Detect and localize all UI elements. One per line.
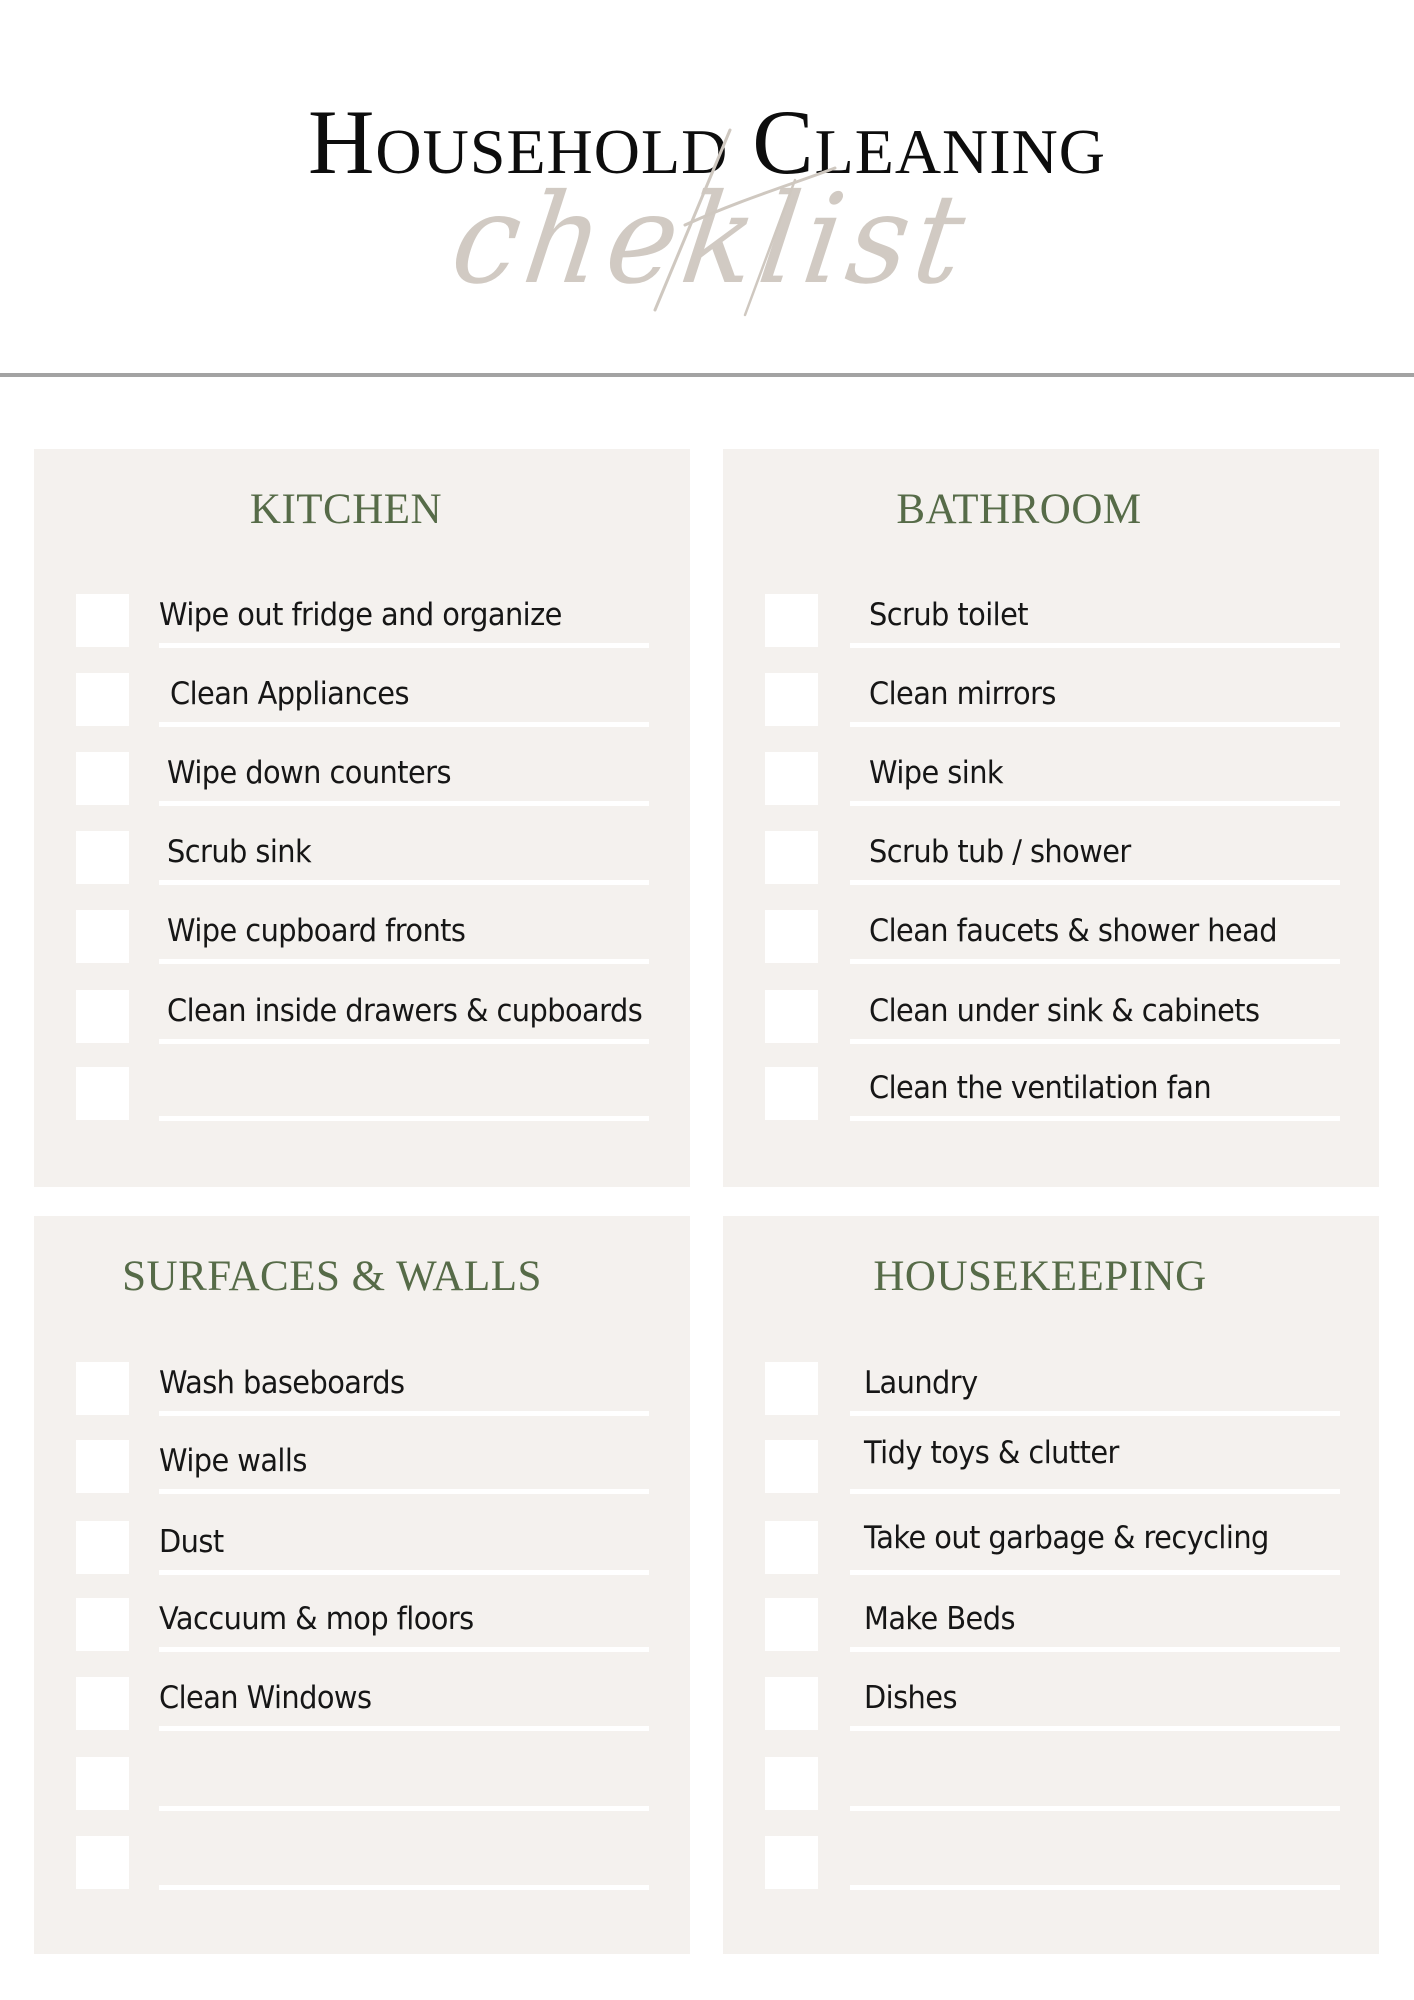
- write-line[interactable]: [159, 880, 649, 885]
- checkbox[interactable]: [765, 831, 818, 884]
- write-line[interactable]: [159, 1411, 649, 1416]
- item-label: Wipe walls: [159, 1443, 307, 1479]
- checklist-row: [34, 1836, 690, 1915]
- page-title: Household Cleaning: [307, 91, 1107, 193]
- item-label: Wipe cupboard fronts: [167, 913, 466, 949]
- checkbox[interactable]: [76, 1677, 129, 1730]
- checkbox[interactable]: [765, 1836, 818, 1889]
- write-line[interactable]: [159, 1570, 649, 1575]
- section-heading: BATHROOM: [896, 486, 1142, 533]
- checkbox[interactable]: [76, 1440, 129, 1493]
- checkbox[interactable]: [765, 990, 818, 1043]
- item-label: Clean the ventilation fan: [869, 1070, 1212, 1106]
- checkbox[interactable]: [765, 1067, 818, 1120]
- checklist-row: [723, 1435, 1379, 1519]
- write-line[interactable]: [850, 1116, 1340, 1121]
- item-label: Tidy toys & clutter: [864, 1435, 1119, 1471]
- checklist-row: [34, 673, 690, 752]
- item-label: Vaccuum & mop floors: [159, 1601, 474, 1637]
- checkbox[interactable]: [765, 910, 818, 963]
- checklist-row: [34, 990, 690, 1069]
- write-line[interactable]: [159, 1116, 649, 1121]
- checkbox[interactable]: [76, 752, 129, 805]
- item-label: Wipe sink: [869, 755, 1004, 791]
- section-heading: HOUSEKEEPING: [873, 1253, 1207, 1300]
- checklist-row: [723, 1521, 1379, 1600]
- write-line[interactable]: [159, 1489, 649, 1494]
- item-label: Scrub tub / shower: [869, 834, 1131, 870]
- checkbox[interactable]: [765, 1521, 818, 1574]
- write-line[interactable]: [850, 1647, 1340, 1652]
- item-label: Laundry: [864, 1365, 978, 1401]
- checkbox[interactable]: [76, 1836, 129, 1889]
- item-label: Clean faucets & shower head: [869, 913, 1277, 949]
- checklist-row: [723, 1677, 1379, 1756]
- write-line[interactable]: [850, 880, 1340, 885]
- write-line[interactable]: [850, 1885, 1340, 1890]
- write-line[interactable]: [159, 959, 649, 964]
- item-label: Clean Windows: [159, 1680, 372, 1716]
- script-subtitle-wrap: [440, 120, 980, 320]
- item-label: Clean under sink & cabinets: [869, 993, 1260, 1029]
- write-line[interactable]: [850, 643, 1340, 648]
- item-label: Scrub sink: [167, 834, 312, 870]
- section-heading: SURFACES & WALLS: [122, 1253, 542, 1300]
- checklist-row: [34, 1067, 690, 1146]
- write-line[interactable]: [159, 1726, 649, 1731]
- checkbox[interactable]: [765, 594, 818, 647]
- checkbox[interactable]: [765, 1440, 818, 1493]
- checklist-row: [34, 1677, 690, 1756]
- write-line[interactable]: [850, 1726, 1340, 1731]
- checklist-row: [723, 1598, 1379, 1677]
- item-label: Make Beds: [864, 1601, 1015, 1637]
- item-label: Wipe out fridge and organize: [159, 597, 562, 633]
- checklist-row: [34, 910, 690, 989]
- checklist-row: [723, 1067, 1379, 1146]
- checkbox[interactable]: [765, 752, 818, 805]
- write-line[interactable]: [159, 643, 649, 648]
- item-label: Wipe down counters: [167, 755, 451, 791]
- item-label: Scrub toilet: [869, 597, 1029, 633]
- checklist-row: [723, 1362, 1379, 1441]
- item-label: Clean Appliances: [170, 676, 409, 712]
- write-line[interactable]: [850, 1806, 1340, 1811]
- write-line[interactable]: [159, 801, 649, 806]
- item-label: Wash baseboards: [159, 1365, 405, 1401]
- header-divider: [0, 373, 1414, 377]
- item-label: Dust: [159, 1524, 224, 1560]
- checklist-row: [723, 1757, 1379, 1836]
- checkbox[interactable]: [76, 831, 129, 884]
- header: [0, 0, 1414, 372]
- checklist-row: [34, 1757, 690, 1836]
- checkbox[interactable]: [765, 1757, 818, 1810]
- section-housekeeping: [723, 1216, 1379, 1954]
- checkbox[interactable]: [76, 1598, 129, 1651]
- write-line[interactable]: [159, 1039, 649, 1044]
- section-heading: KITCHEN: [249, 486, 443, 533]
- checklist-row: [723, 831, 1379, 910]
- checklist-row: [34, 1521, 690, 1600]
- checklist-row: [723, 990, 1379, 1069]
- item-label: Take out garbage & recycling: [864, 1520, 1269, 1556]
- checkbox[interactable]: [76, 1067, 129, 1120]
- write-line[interactable]: [159, 1885, 649, 1890]
- item-label: Clean inside drawers & cupboards: [167, 993, 643, 1029]
- checklist-row: [723, 752, 1379, 831]
- checklist-row: [34, 1440, 690, 1519]
- checkbox[interactable]: [76, 1757, 129, 1810]
- checklist-row: [34, 831, 690, 910]
- write-line[interactable]: [159, 722, 649, 727]
- item-label: Dishes: [864, 1680, 957, 1716]
- checklist-row: [34, 594, 690, 673]
- script-subtitle: cheklist: [443, 166, 980, 312]
- checklist-row: [34, 752, 690, 831]
- write-line[interactable]: [850, 1489, 1340, 1494]
- write-line[interactable]: [159, 1647, 649, 1652]
- section-kitchen: [34, 449, 690, 1187]
- write-line[interactable]: [850, 1411, 1340, 1416]
- write-line[interactable]: [850, 1570, 1340, 1575]
- section-bathroom: [723, 449, 1379, 1187]
- checkbox[interactable]: [76, 990, 129, 1043]
- checkbox[interactable]: [765, 673, 818, 726]
- checkbox[interactable]: [76, 1521, 129, 1574]
- write-line[interactable]: [159, 1806, 649, 1811]
- checkbox[interactable]: [76, 910, 129, 963]
- checkbox[interactable]: [765, 1677, 818, 1730]
- checkbox[interactable]: [765, 1362, 818, 1415]
- checklist-row: [723, 910, 1379, 989]
- checkbox[interactable]: [76, 594, 129, 647]
- checklist-row: [723, 673, 1379, 752]
- checklist-row: [723, 594, 1379, 673]
- write-line[interactable]: [850, 722, 1340, 727]
- checklist-row: [34, 1598, 690, 1677]
- checkbox[interactable]: [765, 1598, 818, 1651]
- section-surfaces-walls: [34, 1216, 690, 1954]
- item-label: Clean mirrors: [869, 676, 1056, 712]
- write-line[interactable]: [850, 801, 1340, 806]
- checkbox[interactable]: [76, 673, 129, 726]
- write-line[interactable]: [850, 1039, 1340, 1044]
- write-line[interactable]: [850, 959, 1340, 964]
- checkbox[interactable]: [76, 1362, 129, 1415]
- checklist-row: [34, 1362, 690, 1441]
- checklist-row: [723, 1836, 1379, 1915]
